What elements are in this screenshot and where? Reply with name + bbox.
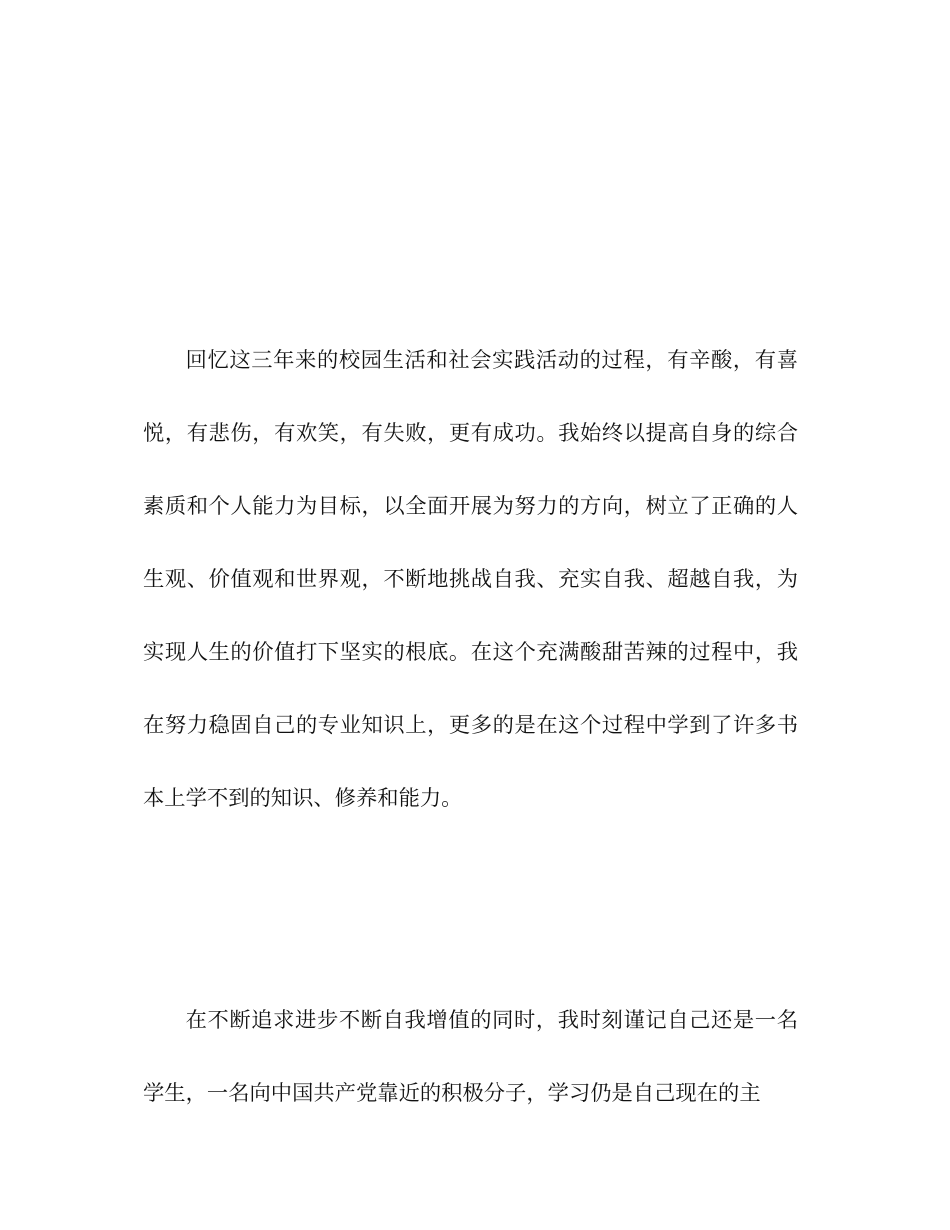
paragraph-2: 在不断追求进步不断自我增值的同时，我时刻谨记自己还是一名学生，一名向中国共产党靠近的积极分子，学习仍是自己现在的主 [143,1008,798,1106]
paragraph-1: 回忆这三年来的校园生活和社会实践活动的过程，有辛酸，有喜悦，有悲伤，有欢笑，有失败，更有成功。我始终以提高自身的综合素质和个人能力为目标，以全面开展为努力的方向，树立了正确的人生观、价值观和世界观，不断地挑战自我、充实自我、超越自我，为实现人生的价值打下坚实的根底。在这个充满酸甜苦辣的过程中，我在努力稳固自己的专业知识上，更多的是在这个过程中学到了许多书本上学不到的知识、修养和能力。 [143,348,798,811]
